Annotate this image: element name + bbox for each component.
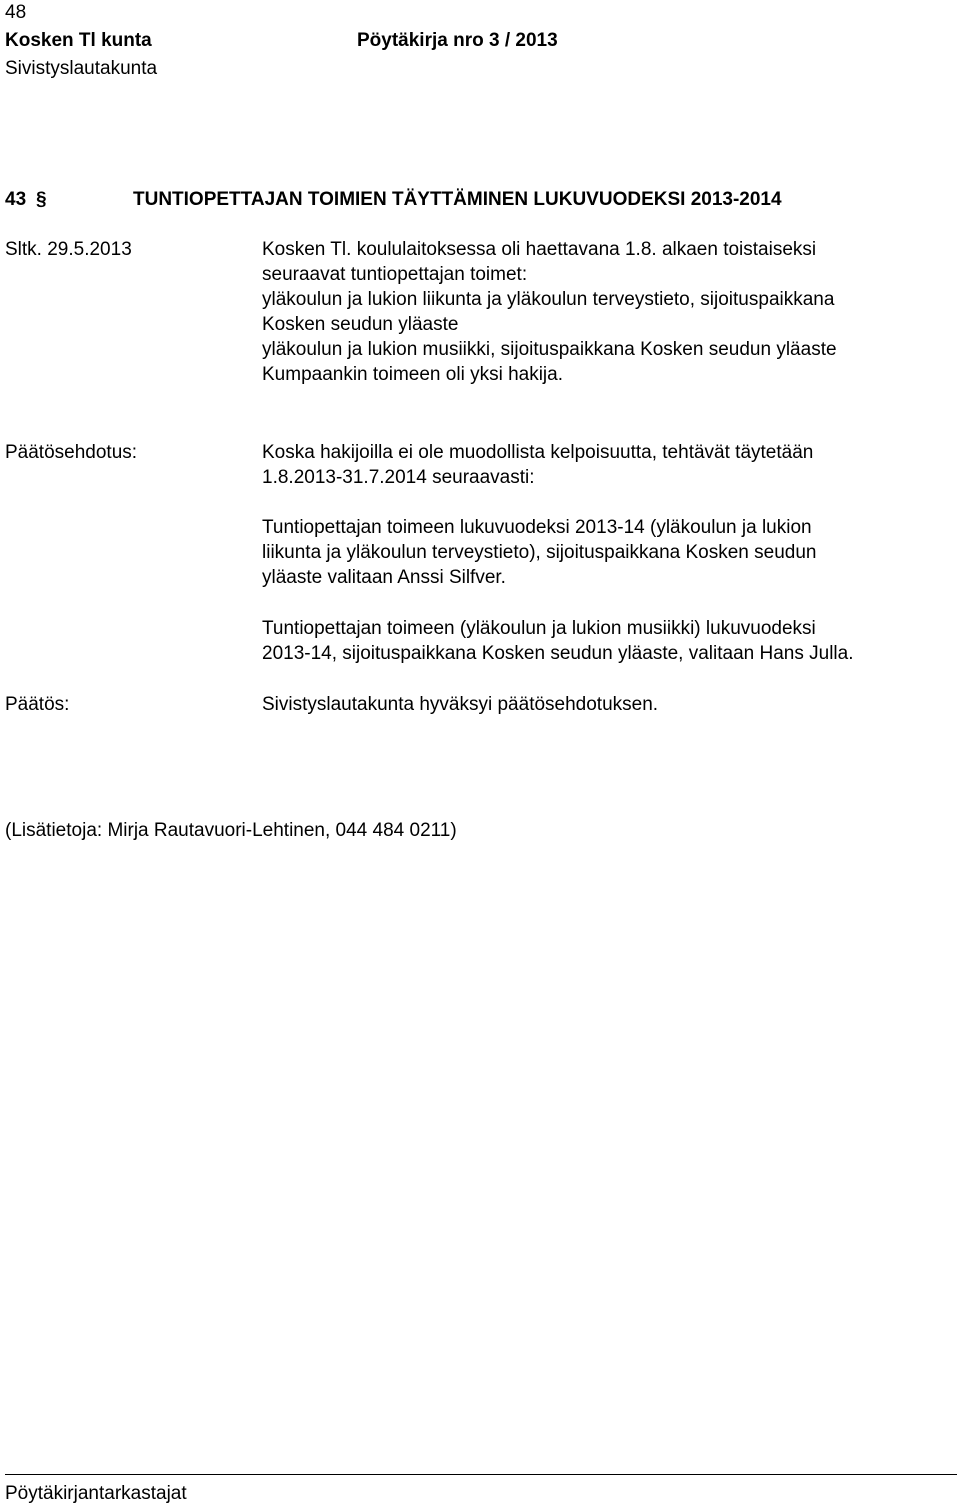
footer-divider bbox=[5, 1474, 957, 1475]
committee-name: Sivistyslautakunta bbox=[5, 58, 158, 79]
background-line: yläkoulun ja lukion musiikki, sijoituspaikkana Kosken seudun yläaste bbox=[262, 339, 837, 360]
decision-text: Sivistyslautakunta hyväksyi päätösehdotuksen. bbox=[262, 694, 659, 715]
proposal-paragraph-3 bbox=[262, 616, 853, 666]
background-text bbox=[262, 237, 837, 387]
section-number: 43 bbox=[5, 189, 27, 210]
proposal-line: Tuntiopettajan toimeen (yläkoulun ja lukion musiikki) lukuvuodeksi bbox=[262, 618, 816, 639]
municipality-name: Kosken Tl kunta bbox=[5, 30, 152, 51]
contact-info: (Lisätietoja: Mirja Rautavuori-Lehtinen, 044 484 0211) bbox=[5, 820, 457, 841]
background-line: Kosken Tl. koululaitoksessa oli haettavana 1.8. alkaen toistaiseksi bbox=[262, 239, 817, 260]
proposal-paragraph-2 bbox=[262, 515, 816, 590]
footer-label: Pöytäkirjantarkastajat bbox=[5, 1483, 187, 1504]
proposal-line: liikunta ja yläkoulun terveystieto), sijoituspaikkana Kosken seudun bbox=[262, 542, 817, 563]
background-label: Sltk. 29.5.2013 bbox=[5, 239, 132, 260]
background-line: seuraavat tuntiopettajan toimet: bbox=[262, 264, 528, 285]
proposal-line: yläaste valitaan Anssi Silfver. bbox=[262, 567, 506, 588]
proposal-label: Päätösehdotus: bbox=[5, 442, 138, 463]
minutes-number: Pöytäkirja nro 3 / 2013 bbox=[357, 30, 558, 51]
section-symbol: § bbox=[36, 189, 47, 210]
page-number: 48 bbox=[5, 2, 27, 23]
background-line: Kumpaankin toimeen oli yksi hakija. bbox=[262, 364, 563, 385]
proposal-line: 2013-14, sijoituspaikkana Kosken seudun yläaste, valitaan Hans Julla. bbox=[262, 643, 854, 664]
background-line: yläkoulun ja lukion liikunta ja yläkoulun terveystieto, sijoituspaikkana bbox=[262, 289, 835, 310]
proposal-paragraph-1 bbox=[262, 440, 813, 490]
section-title: TUNTIOPETTAJAN TOIMIEN TÄYTTÄMINEN LUKUVUODEKSI 2013-2014 bbox=[133, 189, 782, 210]
proposal-line: 1.8.2013-31.7.2014 seuraavasti: bbox=[262, 467, 535, 488]
proposal-line: Tuntiopettajan toimeen lukuvuodeksi 2013-14 (yläkoulun ja lukion bbox=[262, 517, 812, 538]
proposal-line: Koska hakijoilla ei ole muodollista kelpoisuutta, tehtävät täytetään bbox=[262, 442, 814, 463]
decision-label: Päätös: bbox=[5, 694, 70, 715]
background-line: Kosken seudun yläaste bbox=[262, 314, 459, 335]
